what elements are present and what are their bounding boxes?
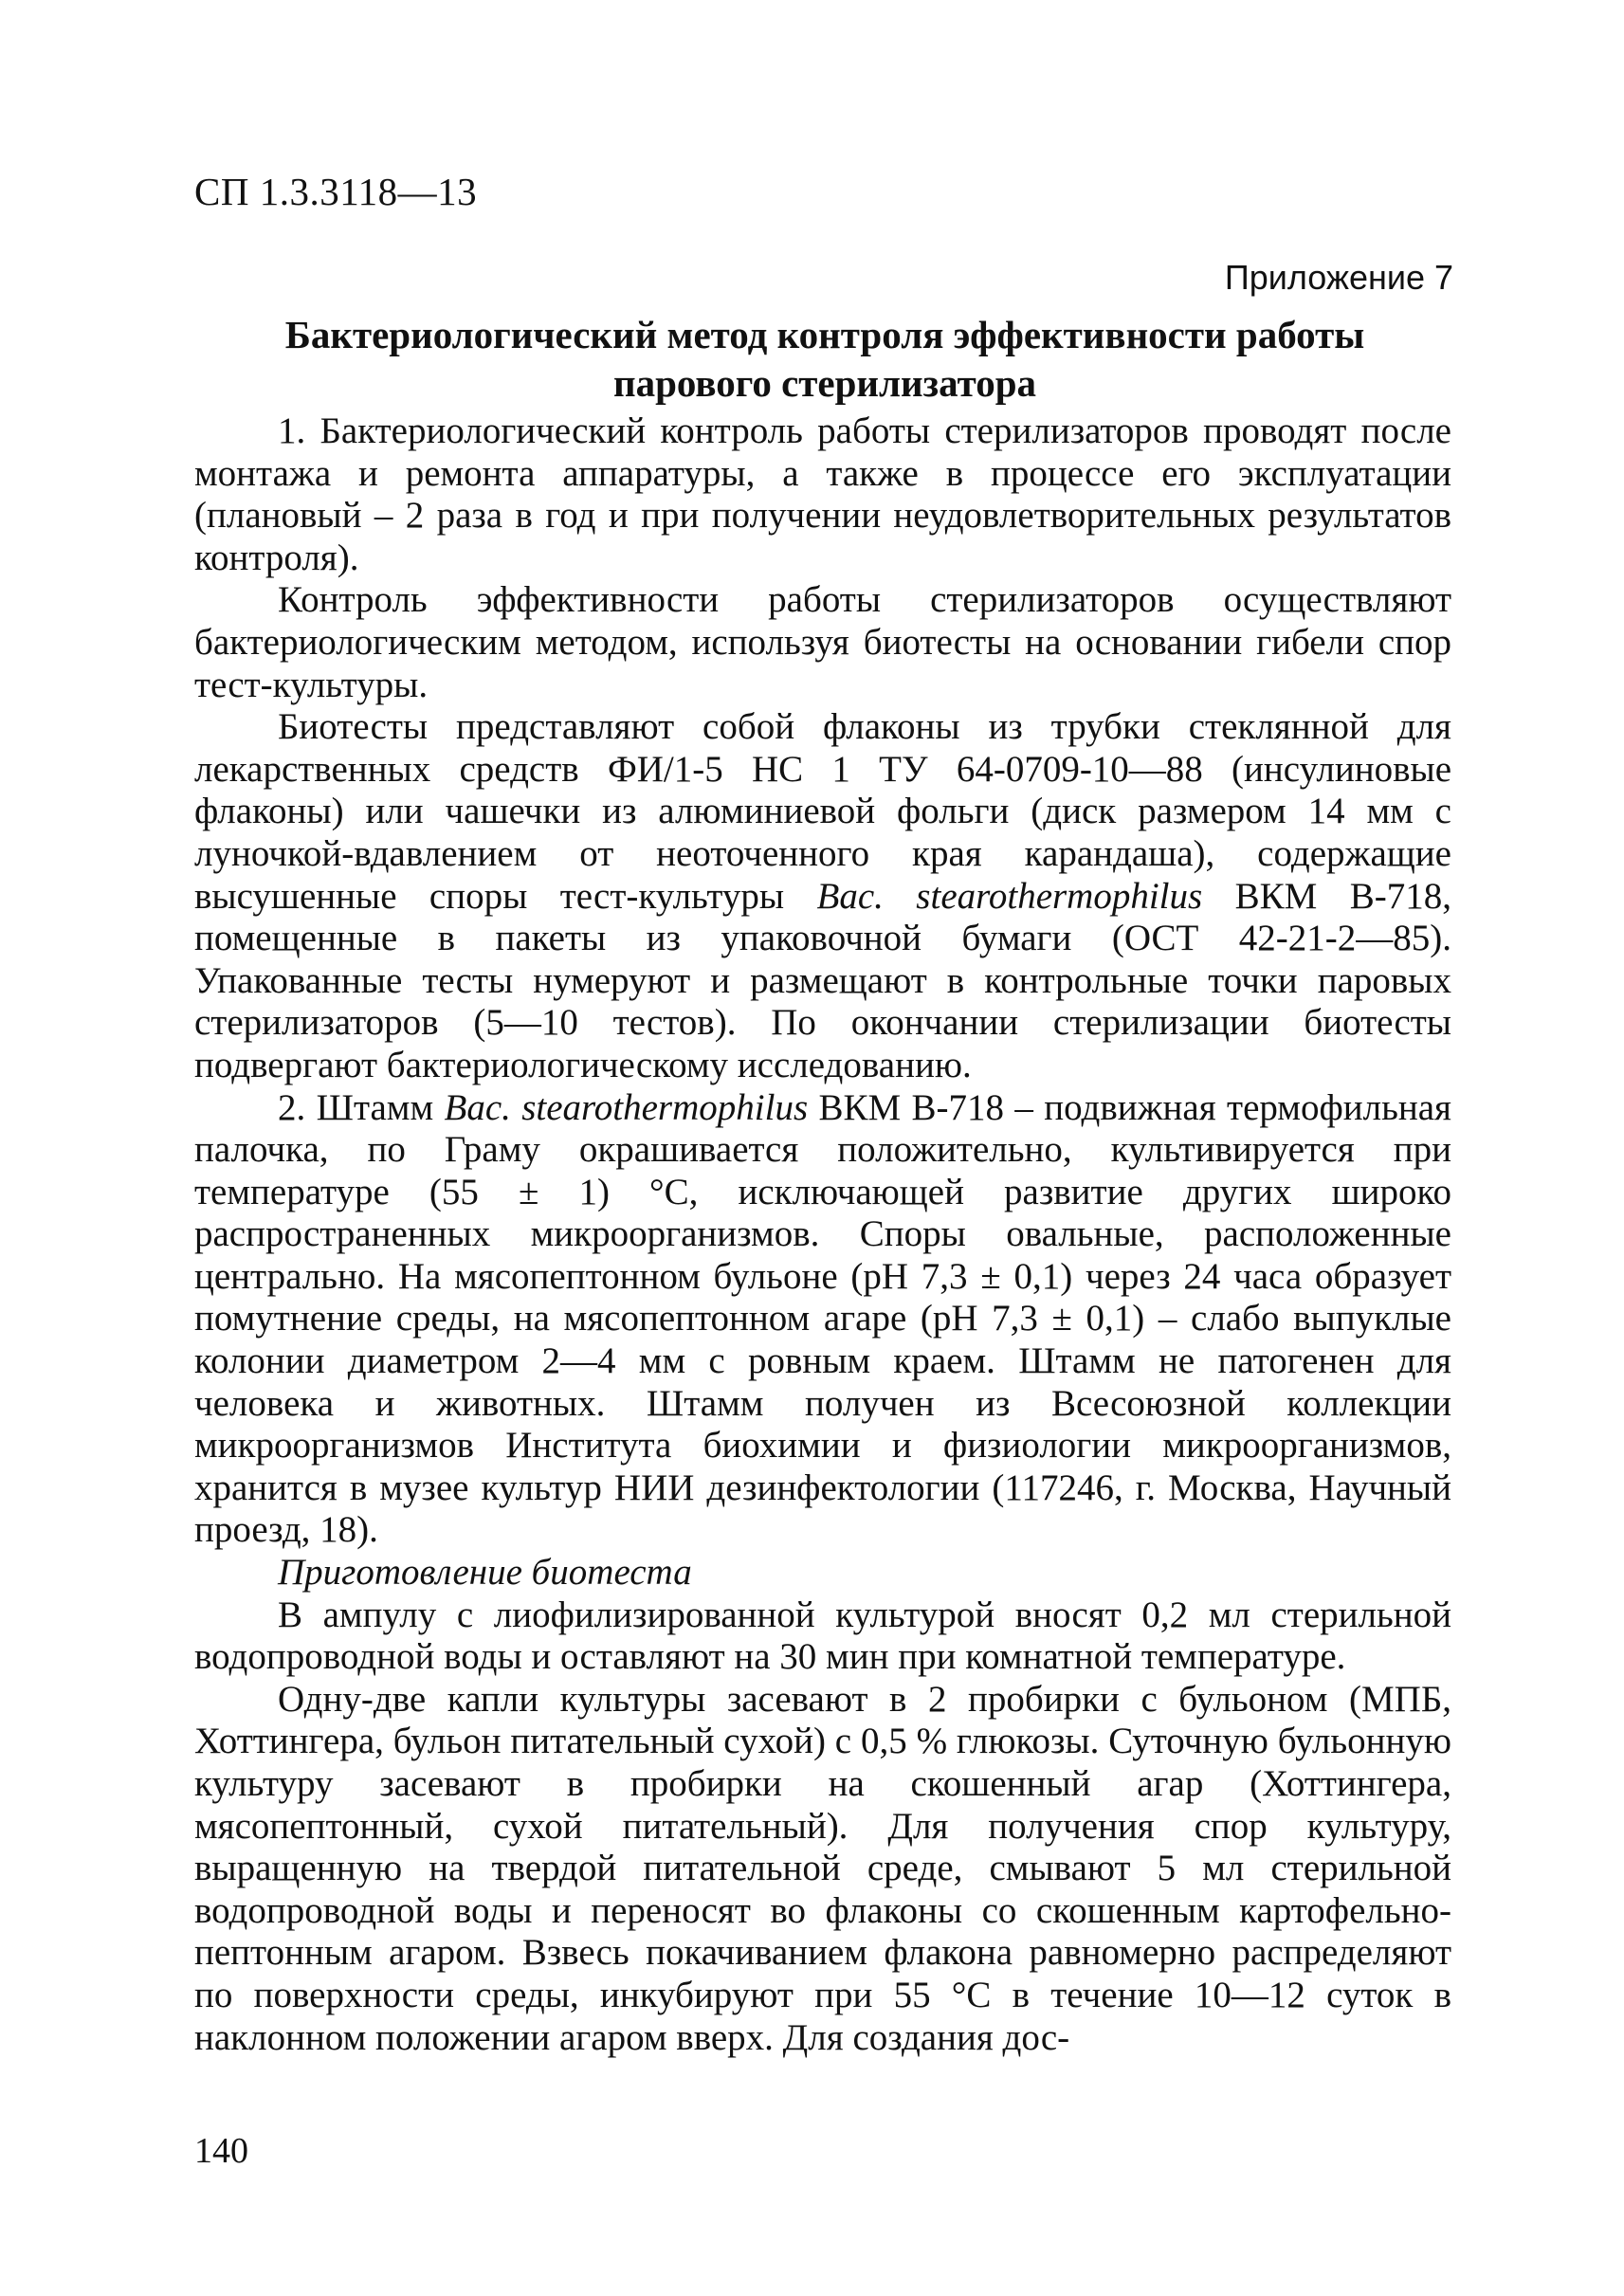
paragraph-4 — [194, 1087, 1451, 1553]
paragraph-3-text-a: Биотесты представляют собой флаконы из трубки стеклянной для лекарственных средств ФИ/1-5 НС 1 ТУ 64-0709-10—88 (инсулиновые флаконы) или чашечки из алюминиевой фольги (диск размером 14 мм с луночкой-вдавлением от неоточенного края карандаша), содержащие высушенные споры тест-культуры — [194, 706, 1451, 917]
subheading-biotest-preparation: Приготовление биотеста — [278, 1552, 692, 1594]
paragraph-4-text-a: 2. Штамм — [278, 1086, 445, 1128]
species-name: Bac. stearothermophilus — [816, 875, 1203, 917]
paragraph-2: Контроль эффективности работы стерилизаторов осуществляют бактериологическим методом, используя биотесты на основании гибели спор тест-культуры. — [194, 579, 1451, 705]
section-title — [194, 311, 1455, 408]
document-code: СП 1.3.3118—13 — [194, 170, 478, 213]
paragraph-4-text-b: ВКМ В-718 – подвижная термофильная палочка, по Граму окрашивается положительно, культивируется при температуре (55 ± 1) °С, исключающей развитие других широко распространенных микроорганизмов. Споры овальные, расположенные центрально. На мясопептонном бульоне (рН 7,3 ± 0,1) через 24 часа образует помутнение среды, на мясопептонном агаре (рН 7,3 ± 0,1) – слабо выпуклые колонии диаметром 2—4 мм с ровным краем. Штамм не патогенен для человека и животных. Штамм получен из Всесоюзной коллекции микроорганизмов Института биохимии и физиологии микроорганизмов, хранится в музее культур НИИ дезинфектологии (117246, г. Москва, Научный проезд, 18). — [194, 1086, 1451, 1551]
paragraph-6: Одну-две капли культуры засевают в 2 пробирки с бульоном (МПБ, Хоттингера, бульон питательный сухой) с 0,5 % глюкозы. Суточную бульонную культуру засевают в пробирки на скошенный агар (Хоттингера, мясопептонный, сухой питательный). Для получения спор культуру, выращенную на твердой питательной среде, смывают 5 мл стерильной водопроводной воды и переносят во флаконы со скошенным картофельно-пептонным агаром. Взвесь покачиванием флакона равномерно распределяют по поверхности среды, инкубируют при 55 °С в течение 10—12 суток в наклонном положении агаром вверх. Для создания дос- — [194, 1678, 1451, 2058]
body-text — [194, 410, 1451, 2059]
paragraph-1: 1. Бактериологический контроль работы стерилизаторов проводят после монтажа и ремонта аппаратуры, а также в процессе его эксплуатации (плановый – 2 раза в год и при получении неудовлетворительных результатов контроля). — [194, 410, 1451, 578]
paragraph-3-text-b: ВКМ В-718, помещенные в пакеты из упаковочной бумаги (ОСТ 42-21-2—85). Упакованные тесты нумеруют и размещают в контрольные точки паровых стерилизаторов (5—10 тестов). По окончании стерилизации биотесты подвергают бактериологическому исследованию. — [194, 875, 1451, 1085]
section-title-line-2: парового стерилизатора — [612, 361, 1036, 405]
paragraph-3 — [194, 706, 1451, 1086]
section-title-line-1: Бактериологический метод контроля эффективности работы — [284, 313, 1365, 356]
species-name: Bac. stearothermophilus — [444, 1086, 809, 1128]
appendix-label: Приложение 7 — [1224, 258, 1453, 297]
paragraph-5: В ампулу с лиофилизированной культурой вносят 0,2 мл стерильной водопроводной воды и оставляют на 30 мин при комнатной температуре. — [194, 1594, 1451, 1678]
page-number: 140 — [194, 2131, 248, 2171]
